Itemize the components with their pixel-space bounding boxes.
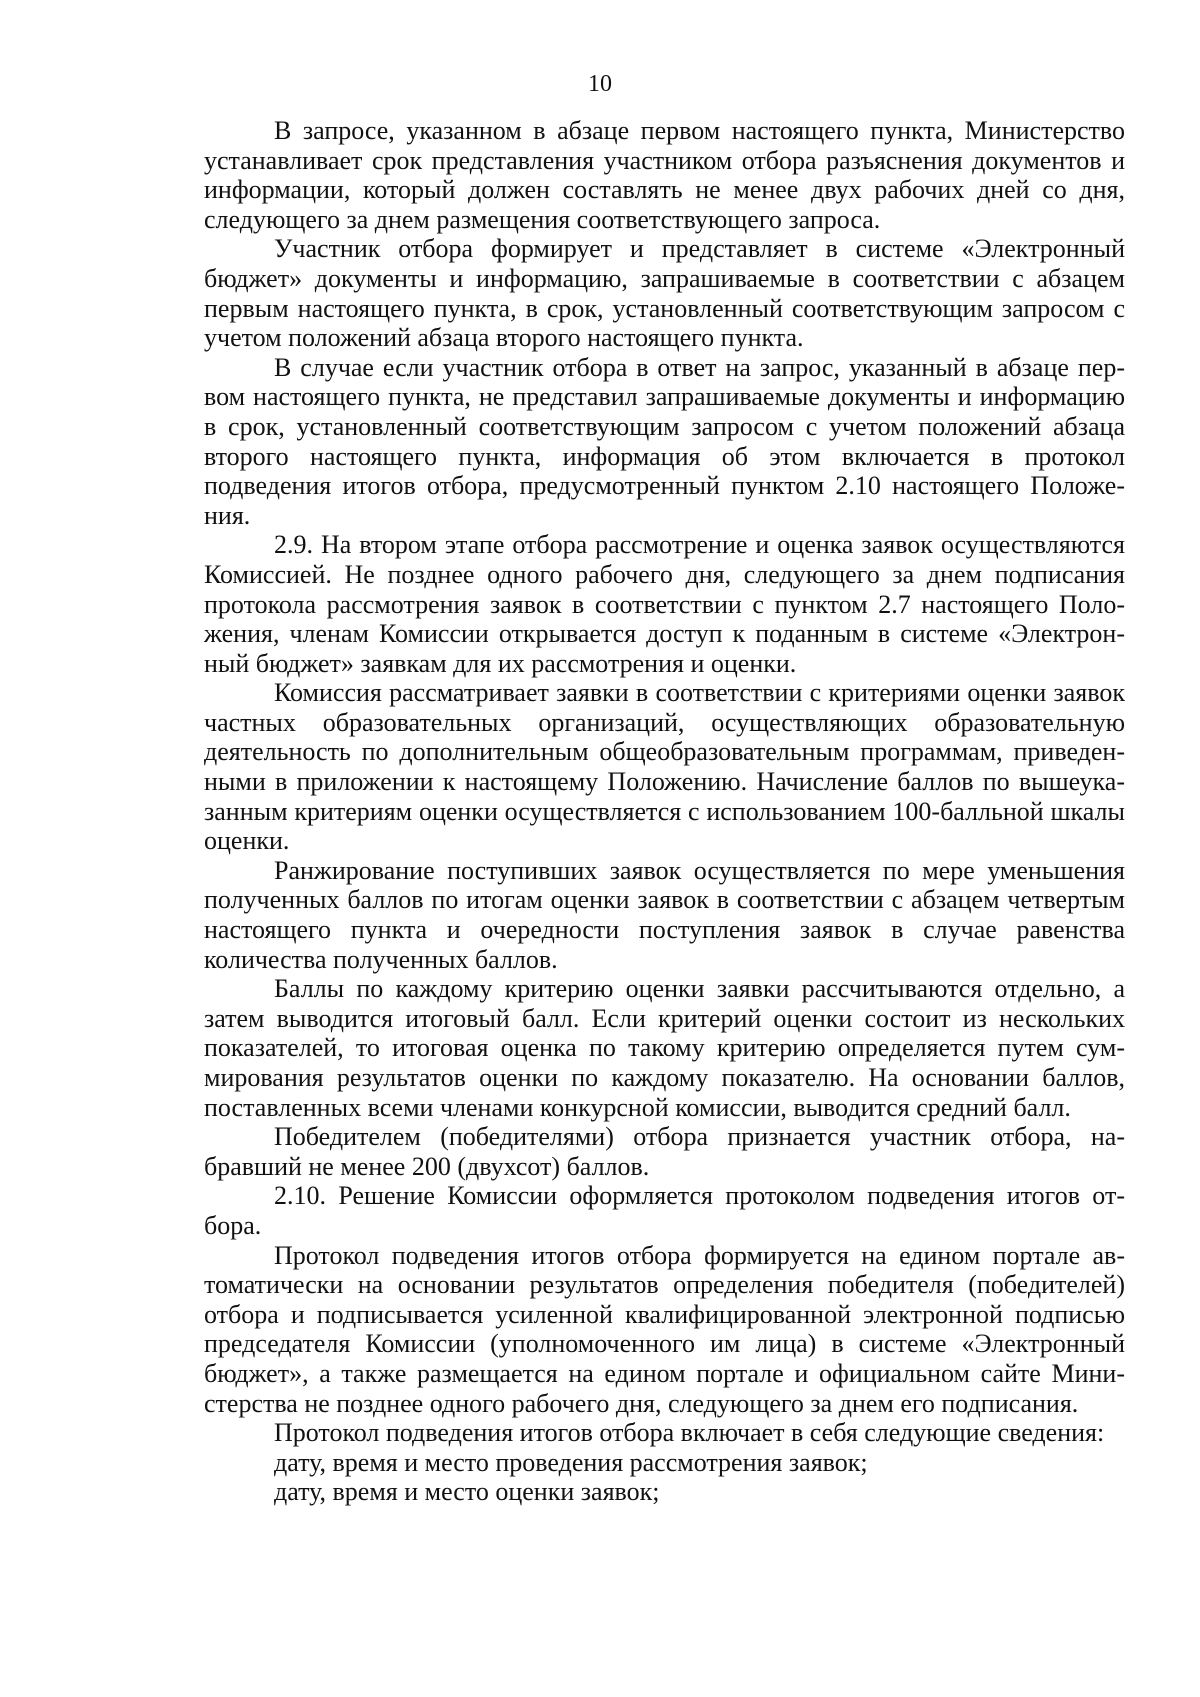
list-item: дату, время и место оценки заявок;	[274, 1477, 660, 1507]
paragraph: Баллы по каждому критерию оценки заявки рассчитываются отдельно, а затем выводится итоговый балл. Если критерий оценки состоит из нескольких показателей, то итоговая оценка по такому критерию определяется путем суммирования результатов оценки по каждому показателю. На основании баллов, поставленных всеми членами конкурсной комиссии, выводится средний балл.	[204, 974, 1125, 1122]
paragraph: Победителем (победителями) отбора признается участник отбора, набравший не менее 200 (двухсот) баллов.	[204, 1122, 1125, 1181]
paragraph: В случае если участник отбора в ответ на запрос, указанный в абзаце первом настоящего пункта, не представил запрашиваемые документы и информацию в срок, установленный соответствующим запросом с учетом положений абзаца второго настоящего пункта, информация об этом включается в протокол подведения итогов отбора, предусмотренный пунктом 2.10 настоящего Положения.	[204, 352, 1125, 530]
paragraph: Участник отбора формирует и представляет в системе «Электронный бюджет» документы и информацию, запрашиваемые в соответствии с абзацем первым настоящего пункта, в срок, установленный соответствующим запросом с учетом положений абзаца второго настоящего пункта.	[204, 234, 1125, 353]
paragraph: В запросе, указанном в абзаце первом настоящего пункта, Министерство устанавливает срок представления участником отбора разъяснения документов и информации, который должен составлять не менее двух рабочих дней со дня, следующего за днем размещения соответствующего запроса.	[204, 116, 1125, 234]
paragraph: Комиссия рассматривает заявки в соответствии с критериями оценки заявок частных образовательных организаций, осуществляющих образовательную деятельность по дополнительным общеобразовательным программам, приведенными в приложении к настоящему Положению. Начисление баллов по вышеуказанным критериям оценки осуществляется с использованием 100-балльной шкалы оценки.	[204, 678, 1125, 856]
page-number: 10	[588, 71, 612, 97]
list-item: дату, время и место проведения рассмотрения заявок;	[274, 1447, 868, 1477]
paragraph: 2.10. Решение Комиссии оформляется протоколом подведения итогов отбора.	[204, 1181, 1125, 1240]
paragraph: Протокол подведения итогов отбора включает в себя следующие сведения:	[274, 1418, 1105, 1448]
paragraph: Ранжирование поступивших заявок осуществляется по мере уменьшения полученных баллов по итогам оценки заявок в соответствии с абзацем четвертым настоящего пункта и очередности поступления заявок в случае равенства количества полученных баллов.	[204, 855, 1125, 974]
paragraph: Протокол подведения итогов отбора формируется на едином портале автоматически на основании результатов определения победителя (победителей) отбора и подписывается усиленной квалифицированной электронной подписью председателя Комиссии (уполномоченного им лица) в системе «Электронный бюджет», а также размещается на едином портале и официальном сайте Министерства не позднее одного рабочего дня, следующего за днем его подписания.	[204, 1240, 1125, 1418]
paragraph: 2.9. На втором этапе отбора рассмотрение и оценка заявок осуществляются Комиссией. Не позднее одного рабочего дня, следующего за днем подписания протокола рассмотрения заявок в соответствии с пунктом 2.7 настоящего Положения, членам Комиссии открывается доступ к поданным в системе «Электронный бюджет» заявкам для их рассмотрения и оценки.	[204, 530, 1125, 678]
document-body	[204, 116, 1125, 1507]
